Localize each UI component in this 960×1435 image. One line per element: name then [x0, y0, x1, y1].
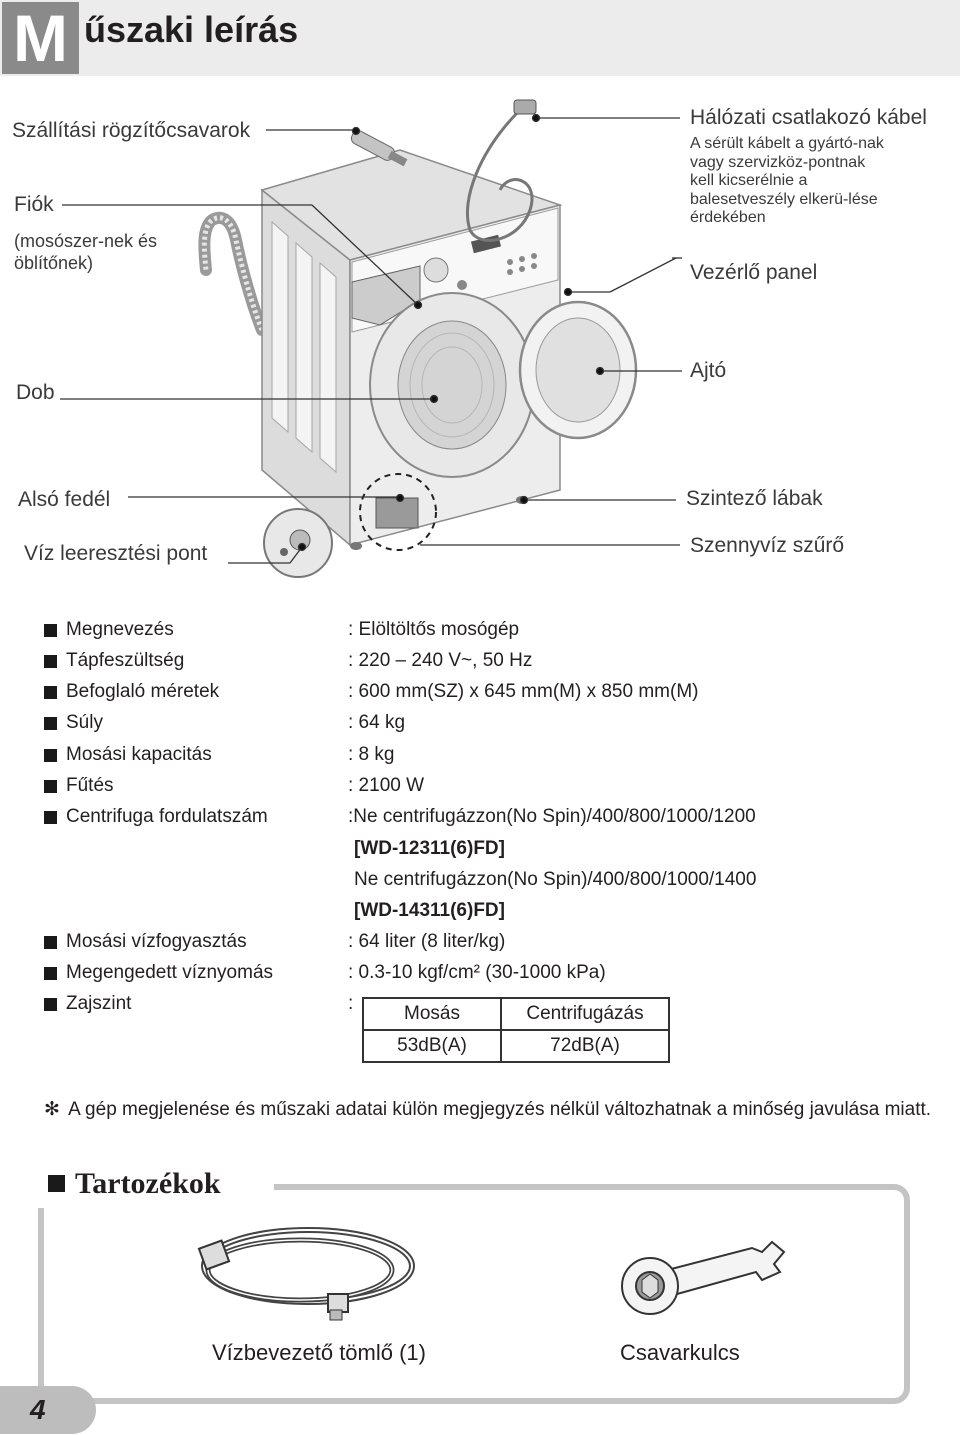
table-cell: 53dB(A) [363, 1030, 501, 1062]
spec-value: : 220 – 240 V~, 50 Hz [348, 650, 533, 671]
spec-value: : 2100 W [348, 775, 425, 796]
label-shipping-bolts: Szállítási rögzítőcsavarok [12, 119, 251, 142]
accessories-title: Tartozékok [75, 1167, 221, 1200]
table-header-cell: Centrifugázás [501, 998, 669, 1030]
noise-level-table [362, 997, 670, 1063]
label-lower-cover: Alsó fedél [18, 488, 111, 511]
label-power-cable: Hálózati csatlakozó kábel [690, 106, 927, 129]
page-number-tab [0, 1386, 96, 1434]
inlet-hose-icon [190, 1214, 430, 1334]
bullet-square [44, 967, 57, 980]
disclaimer-note [44, 1094, 944, 1125]
spec-label: Fűtés [66, 775, 114, 796]
spec-label: Centrifuga fordulatszám [66, 806, 268, 827]
wrench-icon [612, 1234, 792, 1324]
bullet-square [44, 655, 57, 668]
spec-label: Megengedett víznyomás [66, 962, 274, 983]
spin-speeds-2: Ne centrifugázzon(No Spin)/400/800/1000/1400 [354, 869, 757, 890]
bullet-square [44, 811, 57, 824]
label-power-cable-note: A sérült kábelt a gyártó-nak vagy szervizköz-pontnak kell kicserélnie a balesetveszély elkerü-lése érdekében [690, 135, 884, 227]
bullet-square [44, 936, 57, 949]
label-control-panel: Vezérlő panel [690, 261, 818, 284]
accessory-label-hose: Vízbevezető tömlő (1) [212, 1340, 426, 1365]
table-header-cell: Mosás [363, 998, 501, 1030]
spec-label: Mosási vízfogyasztás [66, 931, 247, 952]
bullet-square [44, 780, 57, 793]
label-door: Ajtó [690, 359, 727, 382]
spec-label: Súly [66, 712, 103, 733]
label-drawer-note: (mosószer-nek és öblítőnek) [14, 231, 158, 273]
spec-value: : 0.3-10 kgf/cm² (30-1000 kPa) [348, 962, 606, 983]
page-number: 4 [30, 1394, 46, 1425]
label-leveling-feet: Szintező lábak [686, 487, 823, 510]
spec-value: : 64 liter (8 liter/kg) [348, 931, 506, 952]
drum-illustration [398, 321, 506, 449]
spec-value: : [348, 993, 354, 1014]
bullet-square [48, 1175, 65, 1192]
bullet-square [44, 998, 57, 1011]
bullet-square [44, 749, 57, 762]
spec-value: : 64 kg [348, 712, 406, 733]
table-row [363, 1030, 669, 1062]
bullet-square [44, 686, 57, 699]
model-code-2: [WD-14311(6)FD] [354, 900, 505, 921]
label-drain-point: Víz leeresztési pont [24, 542, 208, 565]
label-drawer: Fiók [14, 193, 54, 216]
spec-label: Befoglaló méretek [66, 681, 220, 702]
spec-label: Mosási kapacitás [66, 744, 212, 765]
asterisk-icon: ✻ [44, 1099, 60, 1120]
label-drain-filter: Szennyvíz szűrő [690, 534, 845, 557]
spec-value: : 600 mm(SZ) x 645 mm(M) x 850 mm(M) [348, 681, 699, 702]
table-cell: 72dB(A) [501, 1030, 669, 1062]
spec-value: :Ne centrifugázzon(No Spin)/400/800/1000/1200 [348, 806, 756, 827]
program-knob [424, 258, 448, 282]
spec-label: Zajszint [66, 993, 132, 1014]
table-row [363, 998, 669, 1030]
bullet-square [44, 717, 57, 730]
spec-label: Megnevezés [66, 619, 174, 640]
accessory-label-wrench: Csavarkulcs [620, 1340, 740, 1365]
model-code-1: [WD-12311(6)FD] [354, 838, 505, 859]
spec-value: : 8 kg [348, 744, 395, 765]
bullet-square [44, 624, 57, 637]
header-initial-letter: M [2, 2, 79, 74]
note-text: A gép megjelenése és műszaki adatai külön megjegyzés nélkül változhatnak a minőség javulása miatt. [68, 1099, 932, 1120]
spec-label: Tápfeszültség [66, 650, 185, 671]
spec-value: : Elöltöltős mosógép [348, 619, 520, 640]
label-drum: Dob [16, 381, 55, 404]
page-title: űszaki leírás [84, 9, 299, 50]
